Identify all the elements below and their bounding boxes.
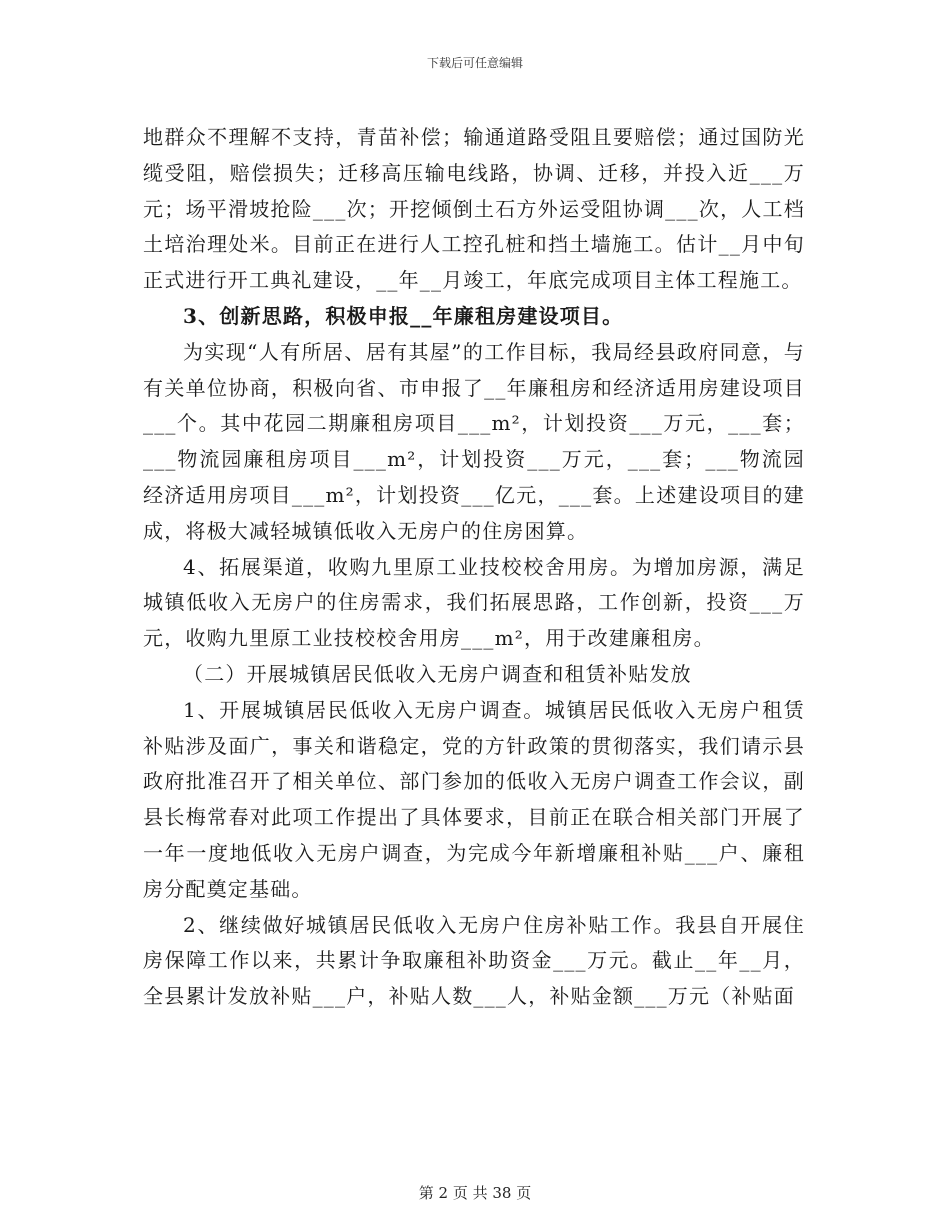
section-heading-2: （二）开展城镇居民低收入无房户调查和租赁补贴发放 xyxy=(183,661,692,686)
paragraph-application: 为实现“人有所居、居有其屋”的工作目标，我局经县政府同意，与有关单位协商，积极向省、市申报了__年廉租房和经济适用房建设项目___个。其中花园二期廉租房项目___m²，计划投资___万元，___套；___物流园廉租房项目___m²，计划投资___万元，___套；___物流园经济适用房项目___m²，计划投资___亿元，___套。上述建设项目的建成，将极大减轻城镇低收入无房户的住房困算。 xyxy=(143,339,805,543)
document-body xyxy=(143,120,805,1015)
paragraph-survey: 1、开展城镇居民低收入无房户调查。城镇居民低收入无房户租赁补贴涉及面广，事关和谐稳定，党的方针政策的贯彻落实，我们请示县政府批准召开了相关单位、部门参加的低收入无房户调查工作会议，副县长梅常春对此项工作提出了具体要求，目前正在联合相关部门开展了一年一度地低收入无房户调查，为完成今年新增廉租补贴___户、廉租房分配奠定基础。 xyxy=(143,697,805,901)
page-header-note: 下载后可任意编辑 xyxy=(426,56,523,70)
page-footer-number: 第 2 页 共 38 页 xyxy=(418,1184,532,1202)
paragraph-purchase: 4、拓展渠道，收购九里原工业技校校舍用房。为增加房源，满足城镇低收入无房户的住房需求，我们拓展思路，工作创新，投资___万元，收购九里原工业技校校舍用房___m²，用于改建廉租房。 xyxy=(143,554,805,651)
paragraph-continuation: 地群众不理解不支持，青苗补偿；输通道路受阻且要赔偿；通过国防光缆受阻，赔偿损失；迁移高压输电线路，协调、迁移，并投入近___万元；场平滑坡抢险___次；开挖倾倒土石方外运受阻协调___次，人工档土培治理处米。目前正在进行人工控孔桩和挡土墙施工。估计__月中旬正式进行开工典礼建设，__年__月竣工，年底完成项目主体工程施工。 xyxy=(143,125,805,293)
section-heading-3: 3、创新思路，积极申报__年廉租房建设项目。 xyxy=(183,303,624,328)
paragraph-subsidy: 2、继续做好城镇居民低收入无房户住房补贴工作。我县自开展住房保障工作以来，共累计争取廉租补助资金___万元。截止__年__月，全县累计发放补贴___户，补贴人数___人，补贴金额___万元（补贴面 xyxy=(143,912,805,1009)
